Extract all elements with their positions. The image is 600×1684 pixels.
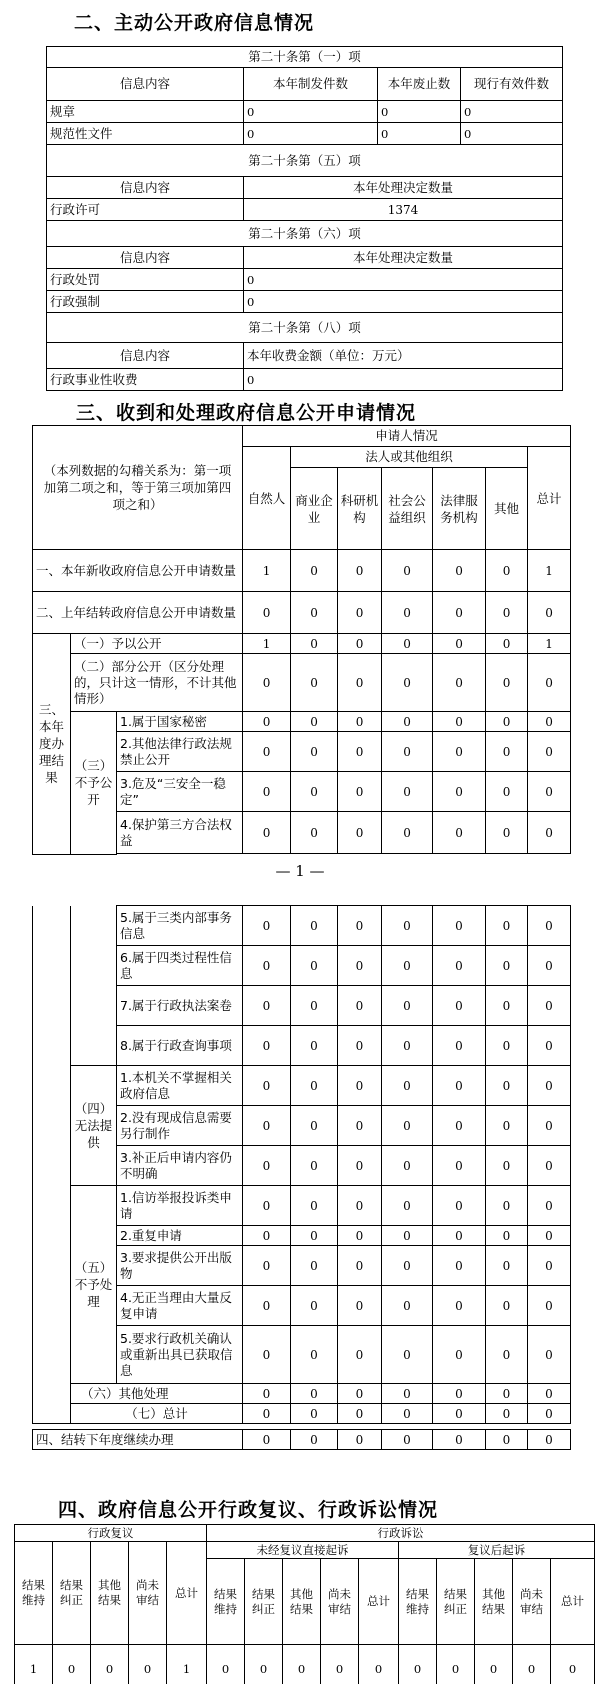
cell-value: 0 [528, 1246, 571, 1286]
cell-value: 0 [528, 812, 571, 854]
table-row [15, 1645, 595, 1684]
cell-value: 0 [291, 1404, 338, 1424]
cell-value: 0 [486, 812, 528, 854]
row-label: 6.属于四类过程性信息 [117, 946, 243, 986]
cell-value: 0 [338, 732, 382, 772]
row-label: 7.属于行政执法案卷 [117, 986, 243, 1026]
table-row [47, 291, 563, 313]
after-sub-0: 结果维持 [399, 1559, 437, 1645]
applications-table-part1 [32, 425, 571, 855]
cell-value: 0 [486, 986, 528, 1026]
cell-value: 0 [291, 1326, 338, 1384]
header-info-content: 信息内容 [47, 247, 244, 269]
cell-value: 0 [291, 634, 338, 654]
cell-value: 0 [291, 1286, 338, 1326]
cell-value: 0 [338, 1066, 382, 1106]
table-row [47, 199, 563, 221]
cell-value: 0 [244, 123, 378, 145]
cell-value: 0 [486, 1026, 528, 1066]
cell-value: 0 [338, 634, 382, 654]
cell-value: 0 [433, 1326, 486, 1384]
cell-value: 0 [382, 906, 433, 946]
cell-value: 0 [486, 1404, 528, 1424]
cell-value: 0 [244, 269, 563, 291]
cell-value: 0 [382, 812, 433, 854]
cell-value: 0 [382, 772, 433, 812]
cell-value: 0 [433, 1226, 486, 1246]
cell-value: 0 [486, 1226, 528, 1246]
cell-value: 0 [243, 812, 291, 854]
cell-value: 0 [291, 654, 338, 712]
header-abolished: 本年废止数 [378, 68, 461, 101]
cell-value: 0 [382, 654, 433, 712]
row-label: 5.属于三类内部事务信息 [117, 906, 243, 946]
cell-value: 0 [243, 986, 291, 1026]
cell-value: 0 [338, 772, 382, 812]
cell-value: 0 [338, 592, 382, 634]
table-row [33, 1404, 571, 1424]
cell-value: 0 [243, 1404, 291, 1424]
cell-value: 0 [433, 772, 486, 812]
cell-value: 0 [291, 592, 338, 634]
header-info-content: 信息内容 [47, 177, 244, 199]
cell-value: 0 [338, 1384, 382, 1404]
cell-value: 0 [513, 1645, 551, 1684]
direct-sub-2: 其他结果 [283, 1559, 321, 1645]
cell-value: 0 [338, 946, 382, 986]
cell-value: 0 [528, 1384, 571, 1404]
cell-value: 0 [486, 906, 528, 946]
cell-value: 0 [243, 1226, 291, 1246]
cell-value: 0 [243, 1026, 291, 1066]
cell-value: 0 [291, 1384, 338, 1404]
cell-value: 0 [433, 732, 486, 772]
row-label: 1.属于国家秘密 [117, 712, 243, 732]
cell-value: 0 [291, 550, 338, 592]
table-row [33, 592, 571, 634]
cell-value: 0 [475, 1645, 513, 1684]
cell-value: 0 [338, 812, 382, 854]
row-label: 一、本年新收政府信息公开申请数量 [33, 550, 243, 592]
cell-value: 0 [243, 906, 291, 946]
row-label: 2.其他法律行政法规禁止公开 [117, 732, 243, 772]
cell-value: 0 [461, 123, 563, 145]
cell-value: 0 [291, 1186, 338, 1226]
admin-review-header: 行政复议 [15, 1525, 207, 1542]
cell-value: 1 [243, 634, 291, 654]
after-review-header: 复议后起诉 [399, 1542, 595, 1559]
page-number: — 1 — [275, 862, 325, 880]
group-unable-to-provide: （四）无法提供 [71, 1066, 117, 1186]
cell-value: 0 [528, 1226, 571, 1246]
cell-value: 0 [528, 592, 571, 634]
cell-value: 0 [486, 1430, 528, 1450]
cell-value: 0 [486, 654, 528, 712]
review-sub-0: 结果维持 [15, 1542, 53, 1645]
cell-value: 0 [382, 634, 433, 654]
cell-value: 0 [291, 1246, 338, 1286]
review-sub-3: 尚未审结 [129, 1542, 167, 1645]
cell-value: 0 [528, 1106, 571, 1146]
cell-value: 0 [433, 1246, 486, 1286]
cell-value: 0 [382, 1384, 433, 1404]
cell-value: 0 [486, 592, 528, 634]
cell-value: 0 [291, 732, 338, 772]
cell-value: 0 [243, 654, 291, 712]
applications-table-carryover [32, 1429, 571, 1450]
row-label: 5.要求行政机关确认或重新出具已获取信息 [117, 1326, 243, 1384]
direct-sub-3: 尚未审结 [321, 1559, 359, 1645]
after-sub-2: 其他结果 [475, 1559, 513, 1645]
cell-value: 0 [291, 1146, 338, 1186]
cell-value: 0 [338, 1286, 382, 1326]
cell-value: 0 [283, 1645, 321, 1684]
cell-value: 0 [243, 1246, 291, 1286]
cell-value: 0 [338, 1404, 382, 1424]
col-natural-person: 自然人 [243, 447, 291, 550]
cell-value: 0 [528, 712, 571, 732]
after-sub-1: 结果纠正 [437, 1559, 475, 1645]
cell-value: 0 [207, 1645, 245, 1684]
cell-value: 0 [291, 1026, 338, 1066]
cell-value: 0 [433, 592, 486, 634]
table-row [33, 654, 571, 712]
cell-value: 0 [243, 946, 291, 986]
cell-value: 0 [338, 1106, 382, 1146]
cell-value: 0 [382, 1186, 433, 1226]
row-label: 3.补正后申请内容仍不明确 [117, 1146, 243, 1186]
table-row [33, 1066, 571, 1106]
reconciliation-note: （本列数据的勾稽关系为：第一项加第二项之和，等于第三项加第四项之和） [33, 426, 243, 550]
cell-value: 0 [528, 1146, 571, 1186]
cell-value: 0 [359, 1645, 399, 1684]
col-commercial: 商业企业 [291, 468, 338, 550]
table-row [33, 712, 571, 732]
cell-value: 0 [338, 1430, 382, 1450]
table-row [47, 101, 563, 123]
cell-value: 0 [433, 1066, 486, 1106]
art20-1-caption: 第二十条第（一）项 [47, 47, 563, 68]
section-3-title: 三、收到和处理政府信息公开申请情况 [76, 402, 417, 424]
cell-value: 0 [129, 1645, 167, 1684]
proactive-disclosure-table [46, 46, 563, 391]
table-row [33, 634, 571, 654]
cell-value: 0 [433, 1106, 486, 1146]
cell-value: 0 [528, 1404, 571, 1424]
header-valid: 现行有效件数 [461, 68, 563, 101]
cell-value: 0 [486, 1066, 528, 1106]
header-issued: 本年制发件数 [244, 68, 378, 101]
cell-value: 0 [243, 772, 291, 812]
cell-value: 0 [486, 1384, 528, 1404]
row-label: 3.要求提供公开出版物 [117, 1246, 243, 1286]
cell-value: 0 [433, 812, 486, 854]
review-sub-2: 其他结果 [91, 1542, 129, 1645]
cell-value: 0 [382, 1326, 433, 1384]
col-public-welfare: 社会公益组织 [382, 468, 433, 550]
cell-value: 0 [486, 1146, 528, 1186]
direct-sub-1: 结果纠正 [245, 1559, 283, 1645]
cell-value: 0 [486, 634, 528, 654]
row-label: 二、上年结转政府信息公开申请数量 [33, 592, 243, 634]
row-label: 规范性文件 [47, 123, 244, 145]
cell-value: 0 [382, 1106, 433, 1146]
art20-8-caption: 第二十条第（八）项 [47, 313, 563, 343]
cell-value: 0 [338, 1226, 382, 1246]
cell-value: 0 [291, 772, 338, 812]
art20-5-caption: 第二十条第（五）项 [47, 145, 563, 177]
table-row [47, 123, 563, 145]
header-fees: 本年收费金额（单位：万元） [244, 343, 563, 369]
cell-value: 0 [382, 592, 433, 634]
cell-value: 1 [243, 550, 291, 592]
header-info-content: 信息内容 [47, 343, 244, 369]
group-results: 三、本年度办理结果 [33, 634, 71, 855]
header-decisions: 本年处理决定数量 [244, 177, 563, 199]
direct-suit-header: 未经复议直接起诉 [207, 1542, 399, 1559]
cell-value: 0 [486, 1106, 528, 1146]
cell-value: 0 [486, 712, 528, 732]
col-legal-service: 法律服务机构 [433, 468, 486, 550]
direct-sub-4: 总计 [359, 1559, 399, 1645]
cell-value: 0 [243, 1286, 291, 1326]
cell-value: 0 [382, 1430, 433, 1450]
cell-value: 0 [433, 712, 486, 732]
cell-value: 0 [291, 812, 338, 854]
cell-value: 0 [291, 906, 338, 946]
col-total: 总计 [528, 447, 571, 550]
cell-value: 0 [338, 550, 382, 592]
cell-value: 0 [528, 986, 571, 1026]
cell-value: 0 [382, 712, 433, 732]
section-2-title: 二、主动公开政府信息情况 [74, 12, 315, 34]
cell-value: 0 [528, 1066, 571, 1106]
row-label: 规章 [47, 101, 244, 123]
cell-value: 0 [528, 1430, 571, 1450]
cell-value: 0 [382, 986, 433, 1026]
cell-value: 0 [433, 1186, 486, 1226]
cell-value: 0 [382, 1404, 433, 1424]
cell-value: 0 [382, 550, 433, 592]
row-label: 1.信访举报投诉类申请 [117, 1186, 243, 1226]
cell-value: 0 [382, 1286, 433, 1326]
cell-value: 0 [291, 1106, 338, 1146]
cell-value: 0 [244, 101, 378, 123]
header-info-content: 信息内容 [47, 68, 244, 101]
row-label: 行政事业性收费 [47, 369, 244, 391]
table-row [33, 1384, 571, 1404]
cell-value: 0 [291, 1430, 338, 1450]
cell-value: 0 [291, 946, 338, 986]
cell-value: 0 [243, 732, 291, 772]
cell-value: 0 [433, 1286, 486, 1326]
cell-value: 0 [382, 1246, 433, 1286]
cell-value: 0 [433, 654, 486, 712]
cell-value: 0 [486, 1186, 528, 1226]
cell-value: 0 [243, 1186, 291, 1226]
cell-value: 1 [15, 1645, 53, 1684]
cell-value: 0 [528, 946, 571, 986]
cell-value: 0 [244, 369, 563, 391]
cell-value: 0 [243, 1384, 291, 1404]
cell-value: 1 [167, 1645, 207, 1684]
cell-value: 0 [486, 772, 528, 812]
row-label: 行政处罚 [47, 269, 244, 291]
cell-value: 0 [433, 1146, 486, 1186]
col-other: 其他 [486, 468, 528, 550]
cell-value: 0 [91, 1645, 129, 1684]
section-4-title: 四、政府信息公开行政复议、行政诉讼情况 [58, 1499, 439, 1521]
cell-value: 0 [528, 772, 571, 812]
cell-value: 0 [486, 1326, 528, 1384]
cell-value: 0 [433, 550, 486, 592]
cell-value: 0 [338, 906, 382, 946]
table-row [47, 269, 563, 291]
cell-value: 0 [378, 123, 461, 145]
cell-value: 0 [243, 712, 291, 732]
cell-value: 0 [382, 1066, 433, 1106]
cell-value: 0 [433, 1384, 486, 1404]
cell-value: 0 [382, 732, 433, 772]
review-sub-4: 总计 [167, 1542, 207, 1645]
cell-value: 0 [243, 1326, 291, 1384]
cell-value: 0 [291, 712, 338, 732]
cell-value: 0 [486, 946, 528, 986]
cell-value: 0 [486, 1246, 528, 1286]
cell-value: 0 [245, 1645, 283, 1684]
group-not-disclosed: （三）不予公开 [71, 712, 117, 855]
cell-value: 0 [399, 1645, 437, 1684]
cell-value: 0 [433, 906, 486, 946]
row-label: 1.本机关不掌握相关政府信息 [117, 1066, 243, 1106]
row-label: 行政强制 [47, 291, 244, 313]
row-label: 3.危及“三安全一稳定” [117, 772, 243, 812]
review-litigation-table [14, 1524, 595, 1684]
cell-value: 0 [338, 1146, 382, 1186]
legal-entity-header: 法人或其他组织 [291, 447, 528, 468]
cell-value: 0 [528, 1186, 571, 1226]
cell-value: 0 [244, 291, 563, 313]
cell-value: 0 [243, 1146, 291, 1186]
cell-value: 0 [382, 1026, 433, 1066]
cell-value: 0 [378, 101, 461, 123]
cell-value: 0 [528, 1286, 571, 1326]
art20-6-caption: 第二十条第（六）项 [47, 221, 563, 247]
cell-value: 0 [243, 592, 291, 634]
cell-value: 0 [437, 1645, 475, 1684]
cell-value: 0 [382, 1146, 433, 1186]
row-label: 4.无正当理由大量反复申请 [117, 1286, 243, 1326]
cell-value: 0 [382, 946, 433, 986]
cell-value: 0 [528, 1026, 571, 1066]
cell-value: 0 [243, 1430, 291, 1450]
row-label: 4.保护第三方合法权益 [117, 812, 243, 854]
row-label: （一）予以公开 [71, 634, 243, 654]
cell-value: 0 [551, 1645, 595, 1684]
cell-value: 0 [382, 1226, 433, 1246]
cell-value: 0 [433, 946, 486, 986]
direct-sub-0: 结果维持 [207, 1559, 245, 1645]
applicant-header: 申请人情况 [243, 426, 571, 447]
header-decisions: 本年处理决定数量 [244, 247, 563, 269]
table-row [33, 1430, 571, 1450]
cell-value: 0 [528, 654, 571, 712]
applications-table-part2 [32, 905, 571, 1424]
cell-value: 0 [528, 1326, 571, 1384]
row-label: 8.属于行政查询事项 [117, 1026, 243, 1066]
row-label: 四、结转下年度继续办理 [33, 1430, 243, 1450]
cell-value: 0 [338, 986, 382, 1026]
row-label: 行政许可 [47, 199, 244, 221]
cell-value: 0 [433, 986, 486, 1026]
review-sub-1: 结果纠正 [53, 1542, 91, 1645]
cell-value: 0 [461, 101, 563, 123]
cell-value: 0 [338, 654, 382, 712]
cell-value: 0 [291, 986, 338, 1026]
admin-litigation-header: 行政诉讼 [207, 1525, 595, 1542]
cell-value: 0 [243, 1066, 291, 1106]
cell-value: 0 [433, 1430, 486, 1450]
cell-value: 0 [528, 906, 571, 946]
row-label: 2.重复申请 [117, 1226, 243, 1246]
row-label: 2.没有现成信息需要另行制作 [117, 1106, 243, 1146]
cell-value: 1374 [244, 199, 563, 221]
cell-value: 0 [433, 1404, 486, 1424]
row-label: （六）其他处理 [71, 1384, 243, 1404]
cell-value: 0 [338, 1326, 382, 1384]
cell-value: 1 [528, 550, 571, 592]
cell-value: 0 [528, 732, 571, 772]
row-label: （二）部分公开（区分处理的，只计这一情形，不计其他情形） [71, 654, 243, 712]
cell-value: 1 [528, 634, 571, 654]
cell-value: 0 [321, 1645, 359, 1684]
cell-value: 0 [291, 1226, 338, 1246]
cell-value: 0 [53, 1645, 91, 1684]
table-row [33, 1186, 571, 1226]
group-not-processed: （五）不予处理 [71, 1186, 117, 1384]
cell-value: 0 [486, 732, 528, 772]
after-sub-3: 尚未审结 [513, 1559, 551, 1645]
cell-value: 0 [433, 1026, 486, 1066]
col-research: 科研机构 [338, 468, 382, 550]
cell-value: 0 [243, 1106, 291, 1146]
cell-value: 0 [486, 550, 528, 592]
row-label: （七）总计 [71, 1404, 243, 1424]
cell-value: 0 [338, 1026, 382, 1066]
cell-value: 0 [291, 1066, 338, 1106]
table-row [47, 369, 563, 391]
cell-value: 0 [338, 712, 382, 732]
cell-value: 0 [486, 1286, 528, 1326]
after-sub-4: 总计 [551, 1559, 595, 1645]
table-row [33, 550, 571, 592]
cell-value: 0 [433, 634, 486, 654]
table-row [33, 906, 571, 946]
cell-value: 0 [338, 1246, 382, 1286]
cell-value: 0 [338, 1186, 382, 1226]
